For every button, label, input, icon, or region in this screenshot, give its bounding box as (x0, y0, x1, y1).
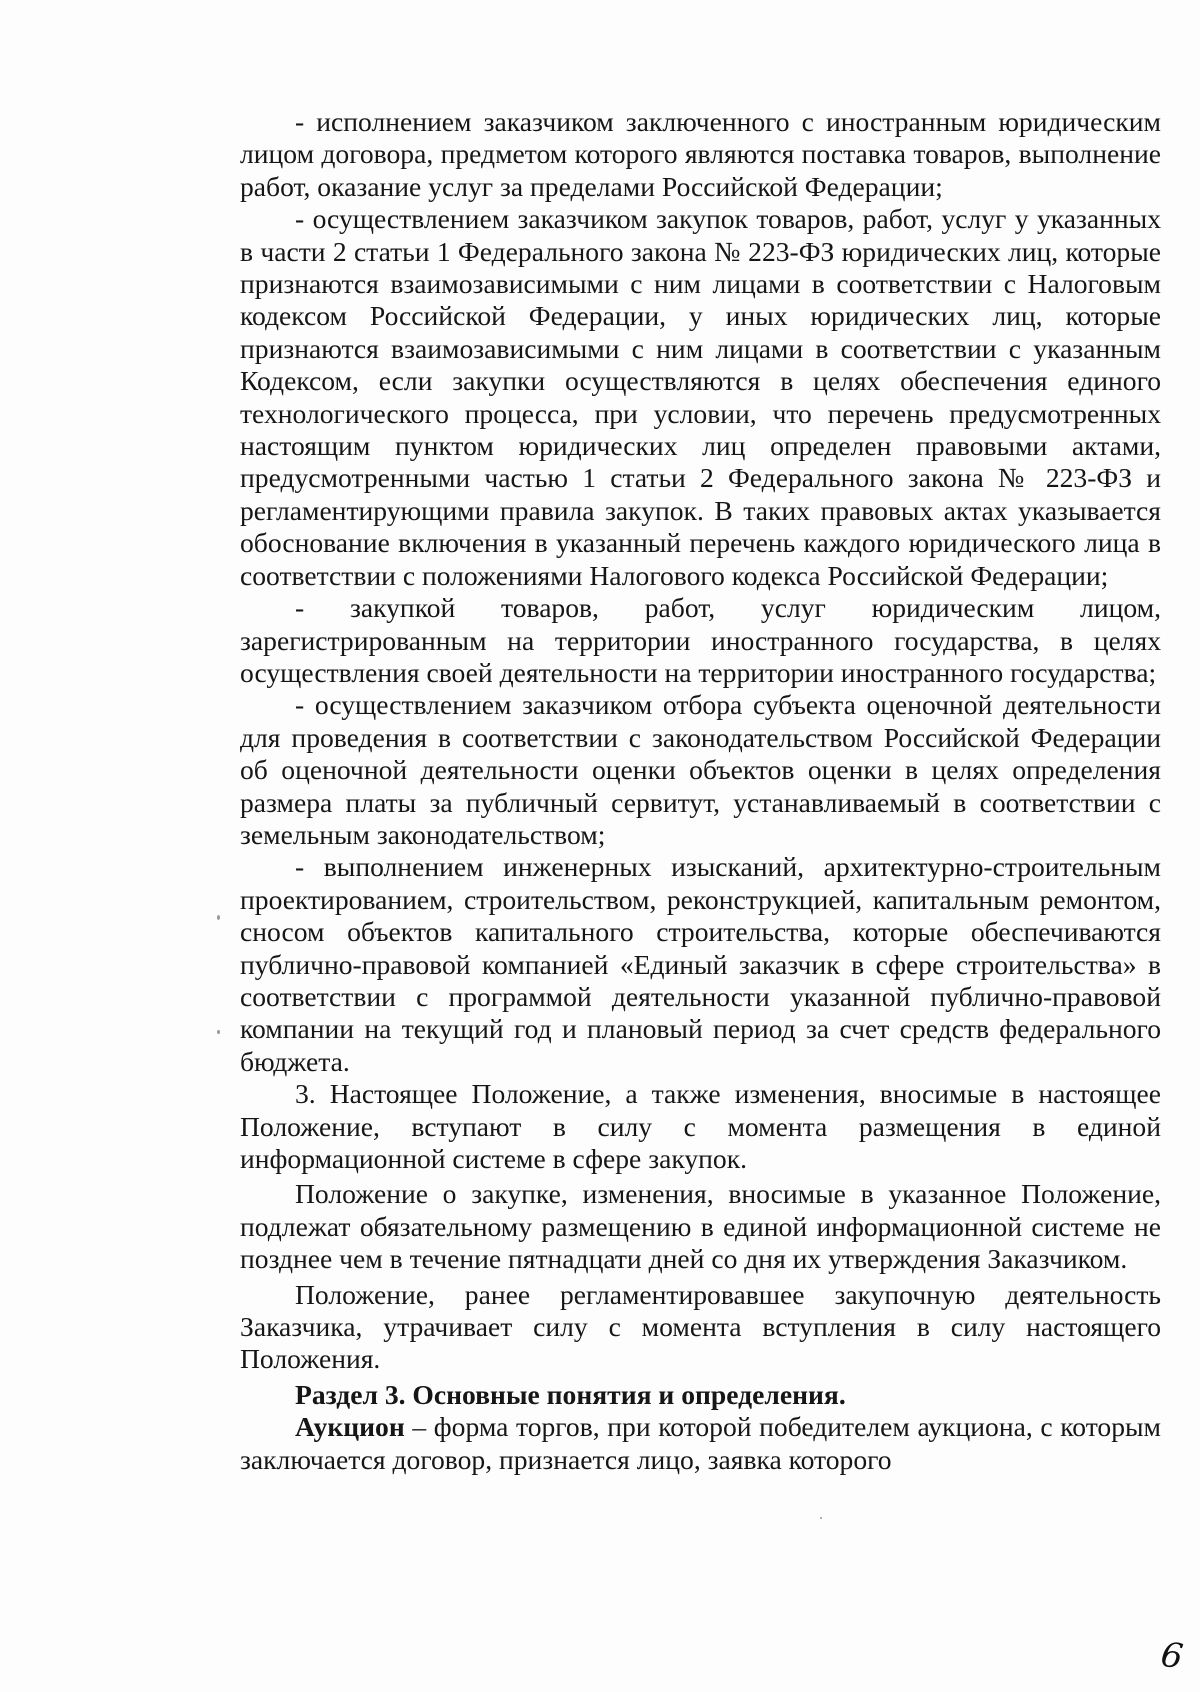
definition-text: – форма торгов, при которой победителем аукциона, с которым заключается договор, признается лицо, заявка которого (240, 1411, 1161, 1475)
paragraph-previous-regulation: Положение, ранее регламентировавшее закупочную деятельность Заказчика, утрачивает силу с момента вступления в силу настоящего Положения. (240, 1278, 1161, 1375)
scan-speck (217, 915, 220, 920)
paragraph-appraisal-selection: - осуществлением заказчиком отбора субъекта оценочной деятельности для проведения в соответствии с законодательством Российской Федерации об оценочной деятельности оценки объектов оценки в целях определения размера платы за публичный сервитут, устанавливаемый в соответствии с земельным законодательством; (240, 689, 1161, 850)
scan-speck (217, 1030, 220, 1034)
definition-term: Аукцион (295, 1411, 405, 1443)
paragraph-entry-into-force: 3. Настоящее Положение, а также изменения, вносимые в настоящее Положение, вступают в силу с момента размещения в единой информационной системе в сфере закупок. (240, 1078, 1161, 1174)
paragraph-publication: Положение о закупке, изменения, вносимые в указанное Положение, подлежат обязательному размещению в единой информационной системе не позднее чем в течение пятнадцати дней со дня их утверждения Заказчиком. (240, 1178, 1161, 1275)
section-heading: Раздел 3. Основные понятия и определения. (295, 1378, 846, 1410)
document-body (240, 106, 1161, 1476)
paragraph-foreign-contract: - исполнением заказчиком заключенного с иностранным юридическим лицом договора, предметом которого являются поставка товаров, выполнение работ, оказание услуг за пределами Российской Федерации; (240, 106, 1161, 202)
paragraph-interdependent-entities: - осуществлением заказчиком закупок товаров, работ, услуг у указанных в части 2 статьи 1 Федерального закона № 223-ФЗ юридических лиц, которые признаются взаимозависимыми с ним лицами в соответствии с Налоговым кодексом Российской Федерации, у иных юридических лиц, которые признаются взаимозависимыми с ним лицами в соответствии с указанным Кодексом, если закупки осуществляются в целях обеспечения единого технологического процесса, при условии, что перечень предусмотренных настоящим пунктом юридических лиц определен правовыми актами, предусмотренными частью 1 статьи 2 Федерального закона № 223-ФЗ и регламентирующими правила закупок. В таких правовых актах указывается обоснование включения в указанный перечень каждого юридического лица в соответствии с положениями Налогового кодекса Российской Федерации; (240, 203, 1161, 591)
scan-speck (820, 1517, 822, 1519)
paragraph-construction-works: - выполнением инженерных изысканий, архитектурно-строительным проектированием, строительством, реконструкцией, капитальным ремонтом, сносом объектов капитального строительства, которые обеспечиваются публично-правовой компанией «Единый заказчик в сфере строительства» в соответствии с программой деятельности указанной публично-правовой компании на текущий год и плановый период за счет средств федерального бюджета. (240, 851, 1161, 1077)
definition-paragraph (240, 1411, 1161, 1476)
page-number: 6 (1158, 1634, 1186, 1678)
paragraph-foreign-registered-entity: - закупкой товаров, работ, услуг юридическим лицом, зарегистрированным на территории иностранного государства, в целях осуществления своей деятельности на территории иностранного государства; (240, 592, 1161, 688)
